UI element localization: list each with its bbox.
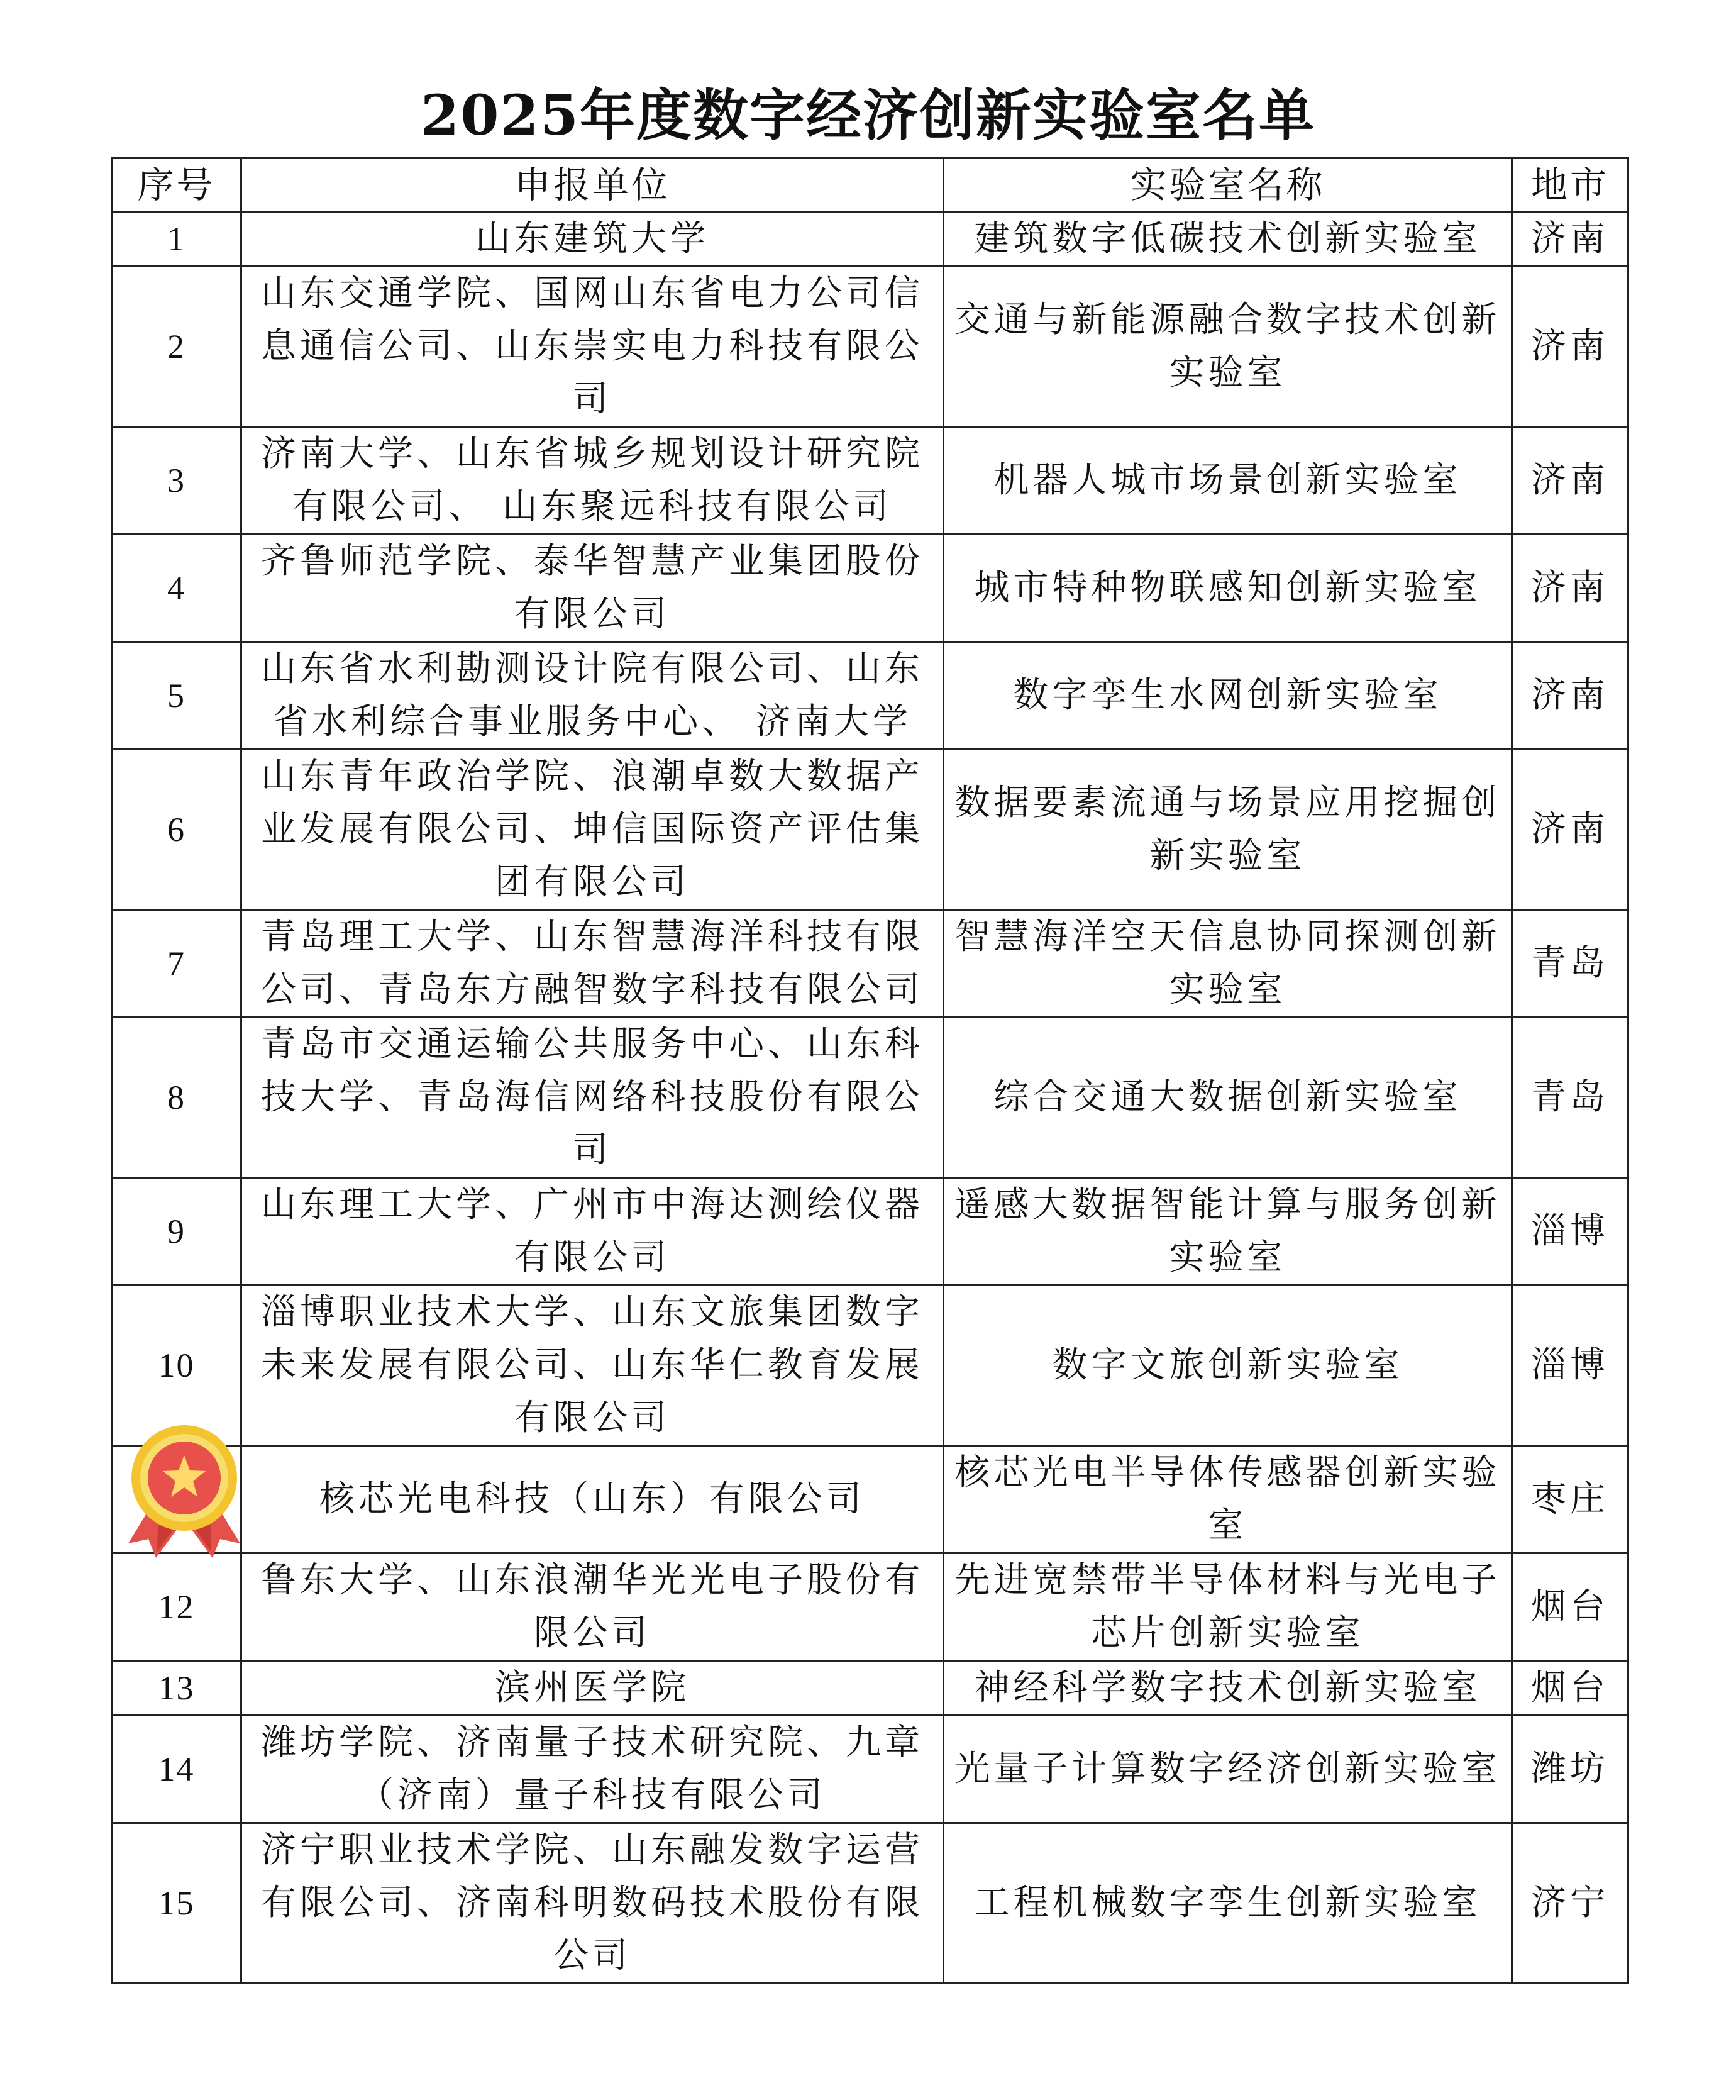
row-lab: 遥感大数据智能计算与服务创新实验室 [944,1178,1512,1286]
row-number: 5 [112,642,241,750]
table-row [112,1661,1628,1716]
row-city: 济南 [1512,642,1628,750]
row-city: 青岛 [1512,1018,1628,1178]
row-number: 10 [112,1286,241,1446]
row-lab: 神经科学数字技术创新实验室 [944,1661,1512,1716]
row-unit: 潍坊学院、济南量子技术研究院、九章（济南）量子科技有限公司 [241,1716,944,1823]
row-number: 6 [112,750,241,910]
row-city: 济南 [1512,267,1628,427]
table-row [112,910,1628,1018]
row-city: 青岛 [1512,910,1628,1018]
row-lab: 机器人城市场景创新实验室 [944,427,1512,535]
header-lab-name: 实验室名称 [944,158,1512,212]
table-row [112,535,1628,642]
row-unit: 山东省水利勘测设计院有限公司、山东省水利综合事业服务中心、 济南大学 [241,642,944,750]
table-row [112,1823,1628,1984]
header-serial: 序号 [112,158,241,212]
row-number: 1 [112,212,241,267]
row-city: 济南 [1512,212,1628,267]
table-row [112,750,1628,910]
row-number: 9 [112,1178,241,1286]
row-number: 7 [112,910,241,1018]
table-row [112,1178,1628,1286]
row-number: 3 [112,427,241,535]
row-lab: 数字孪生水网创新实验室 [944,642,1512,750]
table-row [112,1018,1628,1178]
row-lab: 智慧海洋空天信息协同探测创新实验室 [944,910,1512,1018]
row-number: 15 [112,1823,241,1984]
row-number: 12 [112,1553,241,1661]
row-city: 淄博 [1512,1286,1628,1446]
header-city: 地市 [1512,158,1628,212]
row-unit: 淄博职业技术大学、山东文旅集团数字未来发展有限公司、山东华仁教育发展有限公司 [241,1286,944,1446]
row-city: 济南 [1512,535,1628,642]
row-lab: 城市特种物联感知创新实验室 [944,535,1512,642]
row-unit: 山东青年政治学院、浪潮卓数大数据产业发展有限公司、坤信国际资产评估集团有限公司 [241,750,944,910]
award-ribbon-icon [112,1423,257,1566]
row-city: 枣庄 [1512,1446,1628,1553]
table-row [112,212,1628,267]
row-city: 济南 [1512,427,1628,535]
table-row [112,642,1628,750]
row-lab: 交通与新能源融合数字技术创新实验室 [944,267,1512,427]
table-row [112,1553,1628,1661]
table-row [112,1446,1628,1553]
table-row [112,267,1628,427]
table-row [112,1286,1628,1446]
row-lab: 光量子计算数字经济创新实验室 [944,1716,1512,1823]
row-lab: 核芯光电半导体传感器创新实验室 [944,1446,1512,1553]
row-city: 济宁 [1512,1823,1628,1984]
lab-list-table [111,157,1629,1984]
row-number: 13 [112,1661,241,1716]
row-lab: 建筑数字低碳技术创新实验室 [944,212,1512,267]
row-unit: 鲁东大学、山东浪潮华光光电子股份有限公司 [241,1553,944,1661]
row-unit: 济南大学、山东省城乡规划设计研究院有限公司、 山东聚远科技有限公司 [241,427,944,535]
row-lab: 工程机械数字孪生创新实验室 [944,1823,1512,1984]
table-header-row [112,158,1628,212]
row-city: 济南 [1512,750,1628,910]
row-lab: 综合交通大数据创新实验室 [944,1018,1512,1178]
row-unit: 山东建筑大学 [241,212,944,267]
row-number: 8 [112,1018,241,1178]
row-number: 14 [112,1716,241,1823]
table-row [112,1716,1628,1823]
row-city: 烟台 [1512,1553,1628,1661]
row-unit: 青岛理工大学、山东智慧海洋科技有限公司、青岛东方融智数字科技有限公司 [241,910,944,1018]
row-lab: 先进宽禁带半导体材料与光电子芯片创新实验室 [944,1553,1512,1661]
row-number: 4 [112,535,241,642]
row-unit: 山东理工大学、广州市中海达测绘仪器有限公司 [241,1178,944,1286]
row-unit: 青岛市交通运输公共服务中心、山东科技大学、青岛海信网络科技股份有限公司 [241,1018,944,1178]
row-unit: 滨州医学院 [241,1661,944,1716]
row-unit: 核芯光电科技（山东）有限公司 [241,1446,944,1553]
header-unit: 申报单位 [241,158,944,212]
row-city: 烟台 [1512,1661,1628,1716]
row-lab: 数据要素流通与场景应用挖掘创新实验室 [944,750,1512,910]
page-title: 2025年度数字经济创新实验室名单 [421,82,1315,148]
row-lab: 数字文旅创新实验室 [944,1286,1512,1446]
table-row [112,427,1628,535]
row-number: 2 [112,267,241,427]
row-unit: 齐鲁师范学院、泰华智慧产业集团股份有限公司 [241,535,944,642]
row-unit: 济宁职业技术学院、山东融发数字运营有限公司、济南科明数码技术股份有限公司 [241,1823,944,1984]
row-city: 潍坊 [1512,1716,1628,1823]
row-unit: 山东交通学院、国网山东省电力公司信息通信公司、山东崇实电力科技有限公司 [241,267,944,427]
row-city: 淄博 [1512,1178,1628,1286]
